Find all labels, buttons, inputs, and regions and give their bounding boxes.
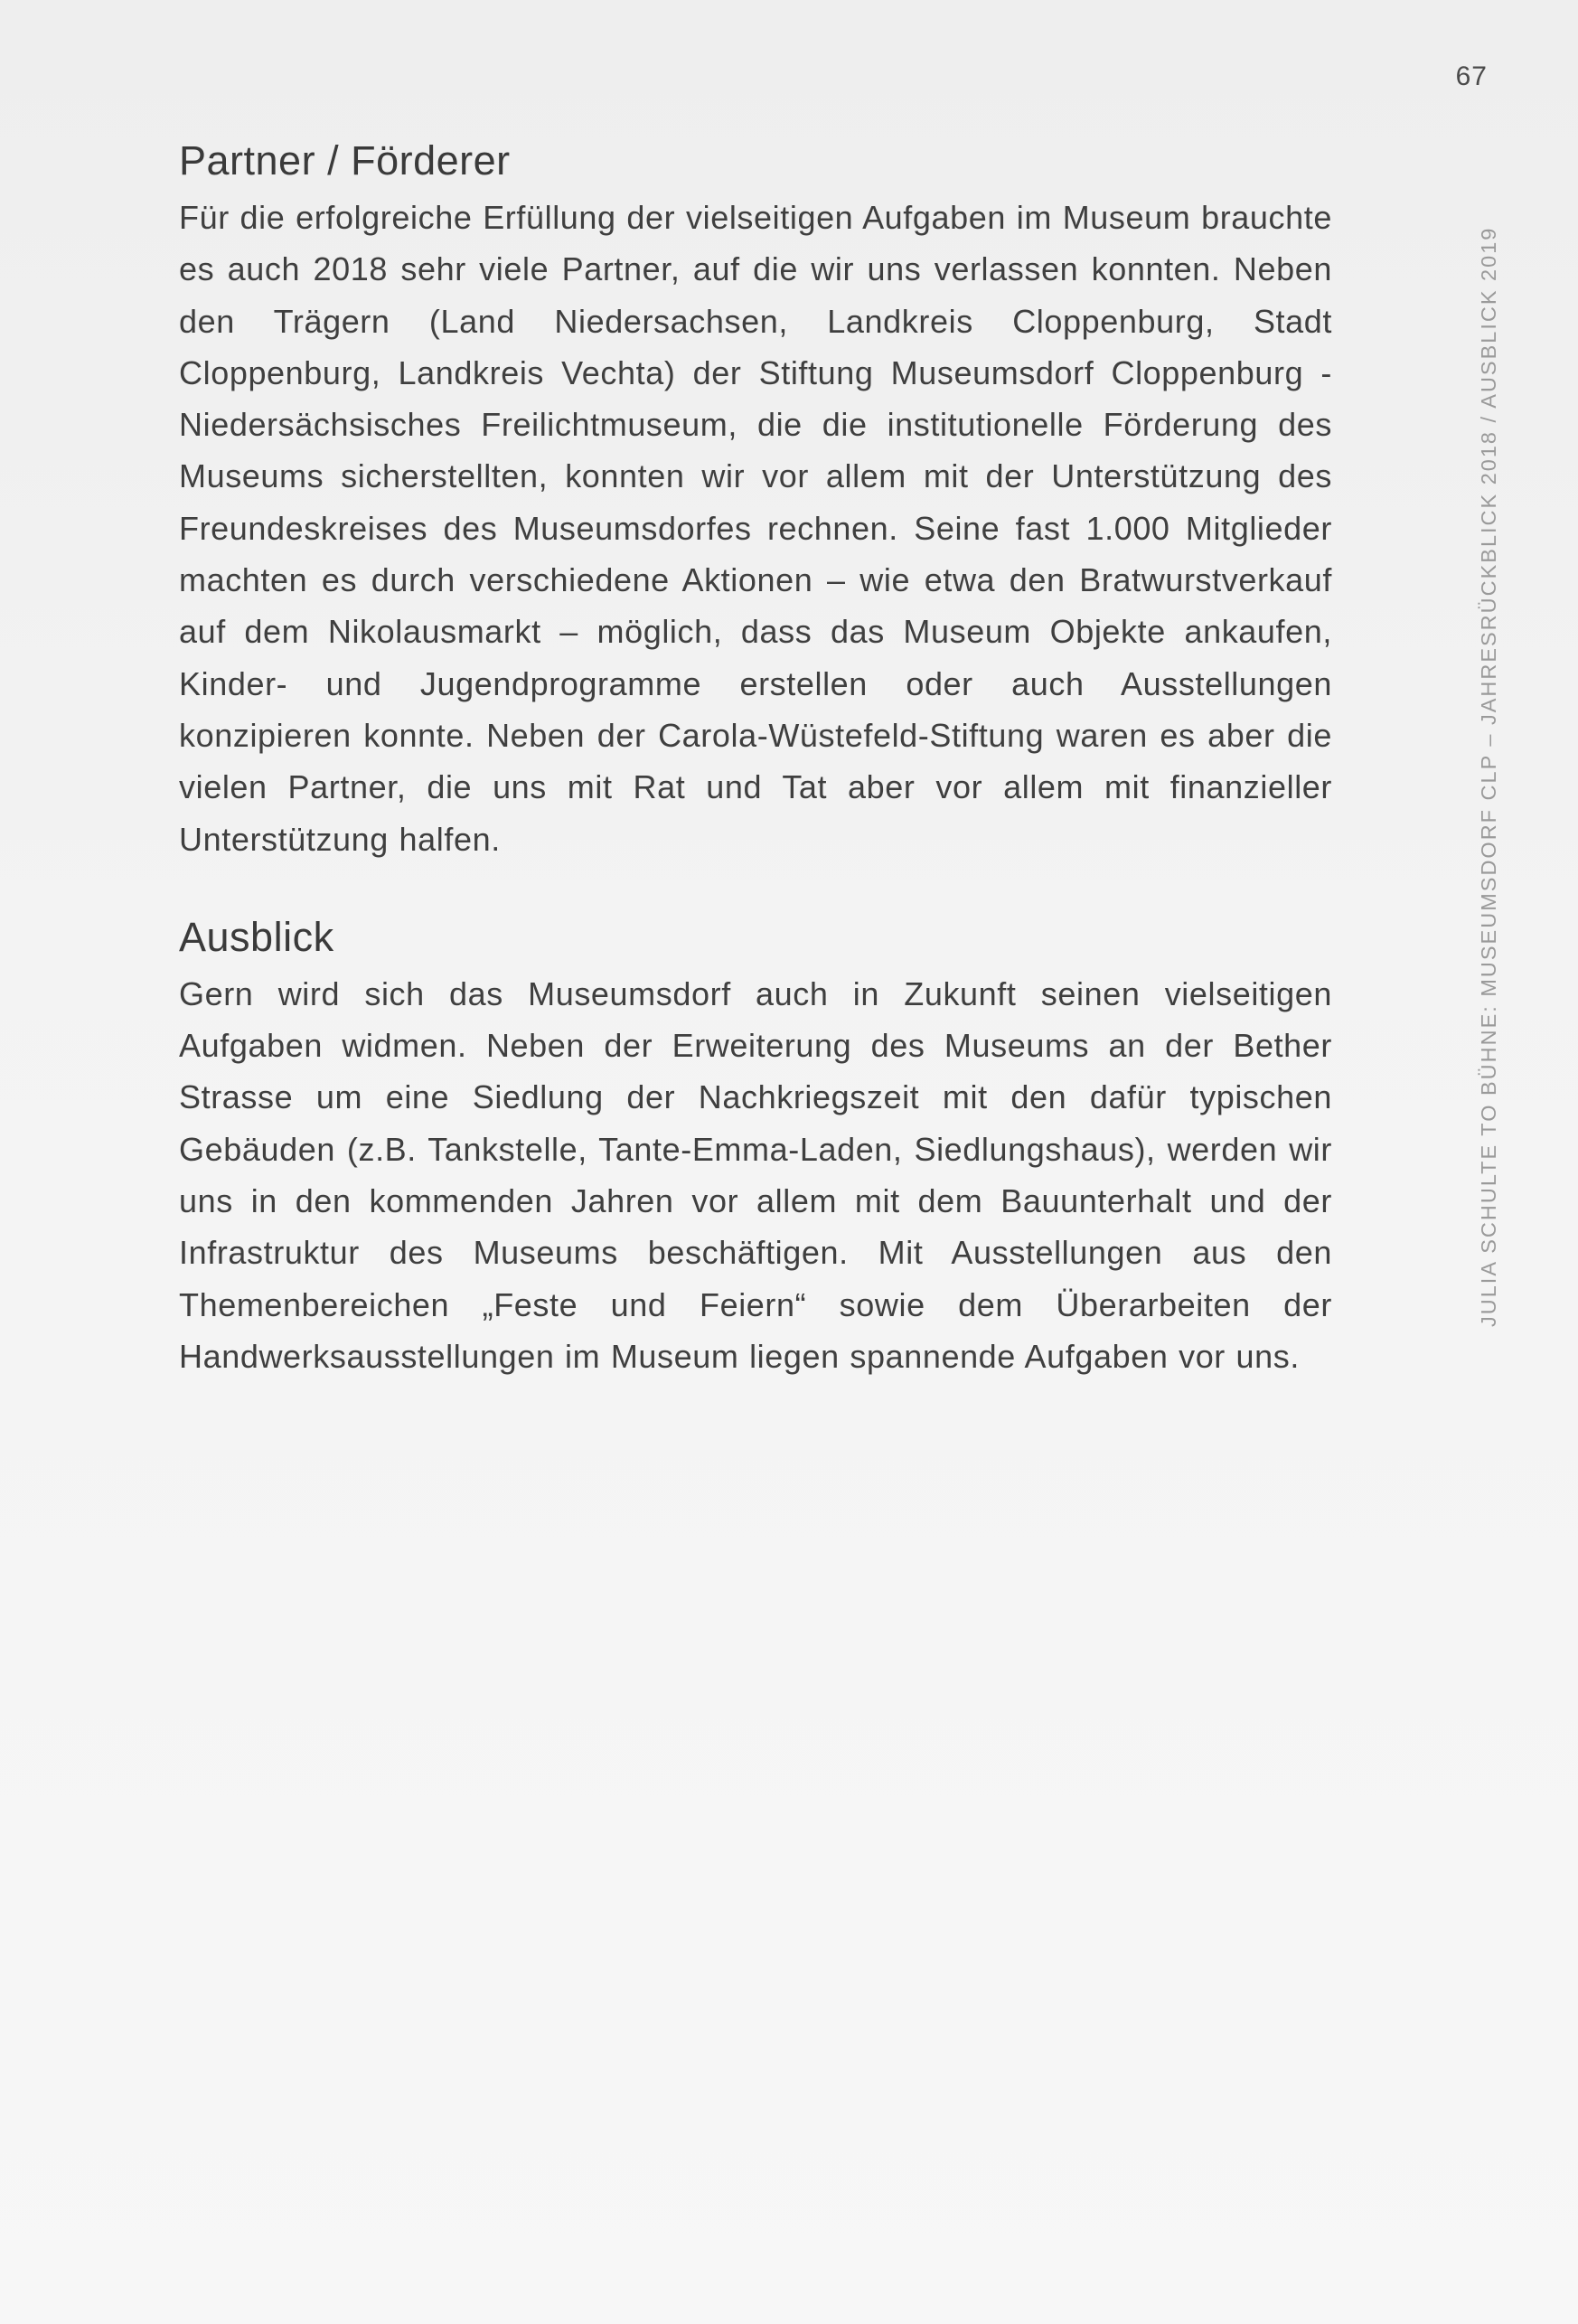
section-paragraph: Für die erfolgreiche Erfüllung der vielseitigen Aufgaben im Museum brauchte es auch 2018 sehr viele Partner, auf die wir uns verlassen konnten. Neben den Trägern (Land Niedersachsen, Landkreis Cloppenburg, Stadt Cloppenburg, Landkreis Vechta) der Stiftung Museumsdorf Cloppenburg - Niedersächsisches Freilichtmuseum, die die institutionelle Förderung des Museums sicherstellten, konnten wir vor allem mit der Unterstützung des Freundeskreises des Museumsdorfes rechnen. Seine fast 1.000 Mitglieder machten es durch verschiedene Aktionen – wie etwa den Bratwurstverkauf auf dem Nikolausmarkt – möglich, dass das Museum Objekte ankaufen, Kinder- und Jugendprogramme erstellen oder auch Ausstellungen konzipieren konnte. Neben der Carola-Wüstefeld-Stiftung waren es aber die vielen Partner, die uns mit Rat und Tat aber vor allem mit finanzieller Unterstützung halfen. xyxy=(179,199,1332,858)
main-content xyxy=(179,134,1332,1382)
section-paragraph: Gern wird sich das Museumsdorf auch in Zukunft seinen vielseitigen Aufgaben widmen. Neben der Erweiterung des Museums an der Bether Strasse um eine Siedlung der Nachkriegszeit mit den dafür typischen Gebäuden (z.B. Tankstelle, Tante-Emma-Laden, Siedlungshaus), werden wir uns in den kommenden Jahren vor allem mit dem Bauunterhalt und der Infrastruktur des Museums beschäftigen. Mit Ausstellungen aus den Themenbereichen „Feste und Feiern“ sowie dem Überarbeiten der Handwerksausstellungen im Museum liegen spannende Aufgaben vor uns. xyxy=(179,974,1332,1375)
page-number: 67 xyxy=(1455,61,1488,91)
section-heading: Ausblick xyxy=(179,913,334,960)
section-partner-foerderer xyxy=(179,134,1332,865)
section-heading: Partner / Förderer xyxy=(179,137,511,183)
running-head: JULIA SCHULTE TO BÜHNE: MUSEUMSDORF CLP – JAHRESRÜCKBLICK 2018 / AUSBLICK 2019 xyxy=(1477,226,1500,1327)
section-ausblick xyxy=(179,910,1332,1382)
